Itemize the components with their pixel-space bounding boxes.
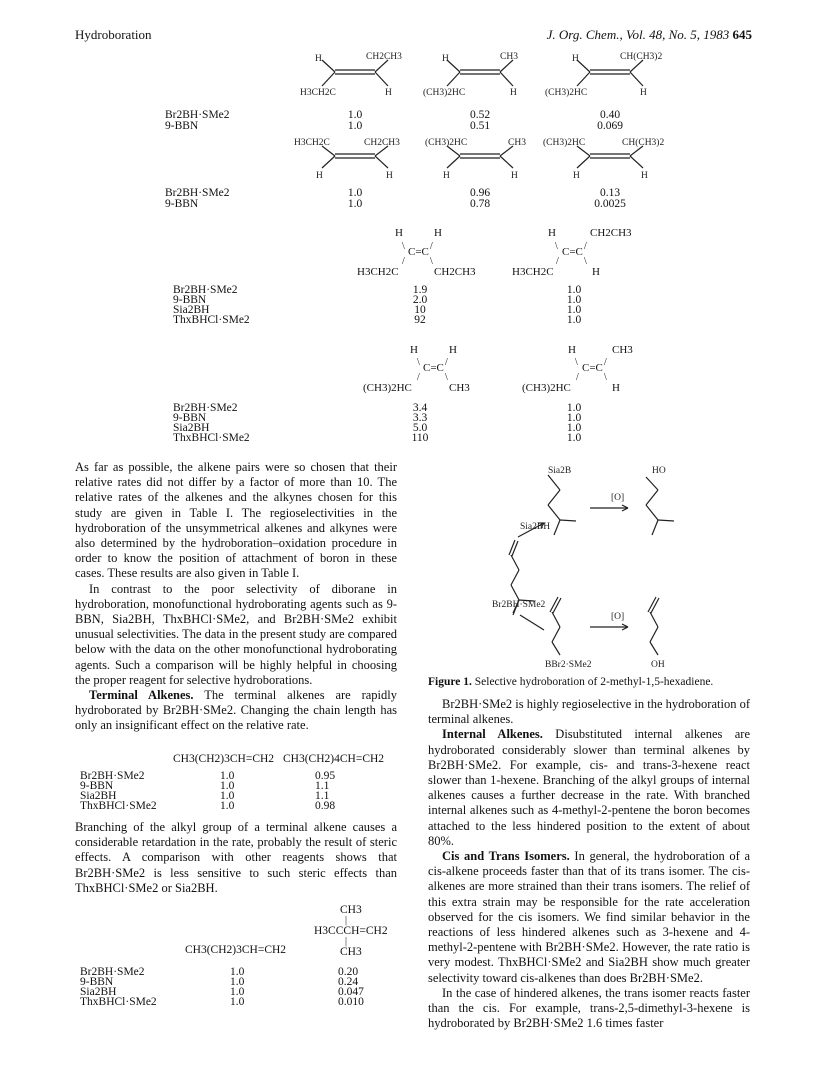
reagent-label: 9-BBN xyxy=(173,294,207,306)
reagent-label: 9-BBN xyxy=(165,198,199,210)
sub-h: H xyxy=(511,171,518,181)
paragraph xyxy=(428,727,750,849)
table-cell: 0.98 xyxy=(315,800,336,812)
branch-methyl: CH3 xyxy=(340,904,362,916)
rate-value: 1.0 xyxy=(347,198,363,210)
sub-h: H xyxy=(442,54,449,64)
rate-value: 5.0 xyxy=(412,422,428,434)
label-oxidation: [O] xyxy=(611,612,625,622)
rate-value: 0.52 xyxy=(469,109,491,121)
sub-methyl: CH3 xyxy=(500,52,518,62)
reagent-label: Br2BH·SMe2 xyxy=(165,109,230,121)
table-header: CH3(CH2)4CH=CH2 xyxy=(283,753,385,765)
label-bbr2-sme2: BBr2·SMe2 xyxy=(545,660,592,670)
table-cell: Sia2BH xyxy=(80,986,117,998)
table-cell: ThxBHCl·SMe2 xyxy=(80,800,157,812)
rate-value: 1.0 xyxy=(347,109,363,121)
paragraph xyxy=(75,688,397,734)
reagent-label: 9-BBN xyxy=(165,120,199,132)
sub-ethyl: CH2CH3 xyxy=(366,52,402,62)
rate-value: 1.0 xyxy=(566,422,582,434)
reagent-label: Br2BH·SMe2 xyxy=(173,402,238,414)
rate-value: 110 xyxy=(411,432,429,444)
sub-isopropyl: (CH3)2HC xyxy=(423,88,466,98)
sub-h: H xyxy=(443,171,450,181)
table-header: CH3(CH2)3CH=CH2 xyxy=(185,944,287,956)
label-oh: OH xyxy=(651,660,665,670)
table-cell: 9-BBN xyxy=(80,976,114,988)
left-column-text-2 xyxy=(75,820,397,896)
rate-value: 1.0 xyxy=(566,432,582,444)
rate-value: 0.13 xyxy=(599,187,621,199)
bond-slash: / xyxy=(604,357,607,368)
bond-slash: / xyxy=(445,357,448,368)
reagent-label: Sia2BH xyxy=(173,304,210,316)
table-cell: Br2BH·SMe2 xyxy=(80,770,145,782)
label-sia2b: Sia2B xyxy=(548,466,572,476)
bond-slash: \ xyxy=(430,256,433,267)
sub-ethyl: H3CH2C xyxy=(512,266,554,278)
sub-h: H xyxy=(385,88,392,98)
paragraph: In contrast to the poor selectivity of diborane in hydroboration, monofunctional hydroborating agents such as 9-BBN, Sia2BH, ThxBHCl·SMe2, and Br2BH·SMe2 exhibit unusual selectivities. The data in the present study are compared below with the data on the other monofunctional hydroborating agents. Such a comparison will be highly helpful in choosing the proper reagent for selective hydroborations. xyxy=(75,581,397,687)
sub-ethyl: CH2CH3 xyxy=(590,227,632,239)
sub-methyl: CH3 xyxy=(508,138,526,148)
rate-value: 0.0025 xyxy=(594,198,626,210)
bond-slash: / xyxy=(584,241,587,252)
sub-methyl: CH3 xyxy=(612,344,633,356)
citation-text: J. Org. Chem., Vol. 48, No. 5, 1983 xyxy=(546,27,730,42)
table-header: H3CCCH=CH2 xyxy=(314,925,388,937)
reagent-label: Br2BH·SMe2 xyxy=(173,284,238,296)
table-cell: 1.0 xyxy=(220,780,235,792)
bond-slash: / xyxy=(430,241,433,252)
bond-slash: \ xyxy=(604,372,607,383)
rate-value: 0.40 xyxy=(599,109,621,121)
rate-value: 10 xyxy=(414,304,426,316)
running-head: Hydroboration xyxy=(75,27,152,42)
page-number: 645 xyxy=(732,27,752,42)
sub-h: H xyxy=(510,88,517,98)
table-cell: Br2BH·SMe2 xyxy=(80,966,145,978)
reagent-label: Sia2BH xyxy=(173,422,210,434)
sub-h: H xyxy=(395,227,403,239)
label-ho: HO xyxy=(652,466,666,476)
table-cell: 0.010 xyxy=(338,996,364,1008)
sub-isopropyl: CH(CH3)2 xyxy=(620,52,663,62)
sub-ethyl: H3CH2C xyxy=(300,88,336,98)
paragraph: As far as possible, the alkene pairs were so chosen that their relative rates did not differ by a factor of more than 10. The relative rates of the alkenes and the alkynes chosen for this study are given in Table I. The regioselectivities in the hydroboration of the unsymmetrical alkenes and alkynes were also determined by the hydroboration–oxidation procedure in order to know the position of attachment of boron in these cases. These results are also given in Table I. xyxy=(75,460,397,581)
sub-ethyl: CH2CH3 xyxy=(364,138,400,148)
sub-h: H xyxy=(548,227,556,239)
section-heading: Cis and Trans Isomers. xyxy=(442,849,570,864)
rate-value: 1.0 xyxy=(566,314,582,326)
label-oxidation: [O] xyxy=(611,493,625,503)
paragraph-text: Disubstituted internal alkenes are hydroborated considerably slower than terminal alkenes by Br2BH·SMe2. For example, cis- and trans-3-hexene react slower than 1-hexene. Branching of the alkyl groups of internal alkenes causes a further decrease in the rate. With branched internal alkenes such as 4-methyl-2-pentene the boron becomes attached to the less hindered position to the extent of about 80%. xyxy=(428,727,750,848)
paragraph: Br2BH·SMe2 is highly regioselective in the hydroboration of terminal alkenes. xyxy=(428,697,750,727)
double-bond: C=C xyxy=(562,246,583,258)
rate-value: 0.069 xyxy=(597,120,623,132)
label-sia2bh: Sia2BH xyxy=(520,522,551,532)
double-bond: C=C xyxy=(582,362,603,374)
sub-h: H xyxy=(640,88,647,98)
sub-h: H xyxy=(592,266,600,278)
sub-h: H xyxy=(573,171,580,181)
figure-caption xyxy=(428,676,713,688)
sub-isopropyl: (CH3)2HC xyxy=(543,138,586,148)
table-cell: 1.1 xyxy=(315,790,330,802)
sub-h: H xyxy=(449,344,457,356)
table-cell: 1.0 xyxy=(220,800,235,812)
sub-h: H xyxy=(315,54,322,64)
paragraph: Branching of the alkyl group of a terminal alkene causes a considerable retardation in the rate, probably the result of steric effects. A comparison with other reagents shows that Br2BH·SMe2 is less sensitive to such steric effects than ThxBHCl·SMe2 or Sia2BH. xyxy=(75,820,397,895)
table-cell: 0.047 xyxy=(338,986,364,998)
reagent-label: Br2BH·SMe2 xyxy=(165,187,230,199)
table-cell: 0.95 xyxy=(315,770,336,782)
sub-h: H xyxy=(316,171,323,181)
paragraph-text: The terminal alkenes are rapidly hydroborated by Br2BH·SMe2. Changing the chain length has only an insignificant effect on the relative rate. xyxy=(75,688,398,733)
sub-isopropyl: (CH3)2HC xyxy=(522,382,571,394)
right-column-text xyxy=(428,697,750,1031)
sub-isopropyl: CH(CH3)2 xyxy=(622,138,665,148)
rate-value: 0.51 xyxy=(469,120,491,132)
sub-h: H xyxy=(572,54,579,64)
sub-h: H xyxy=(568,344,576,356)
rate-value: 1.0 xyxy=(347,120,363,132)
rate-value: 3.3 xyxy=(412,412,428,424)
table-cell: 1.0 xyxy=(230,986,245,998)
table-cell: 1.0 xyxy=(220,790,235,802)
caption-text: Selective hydroboration of 2-methyl-1,5-hexadiene. xyxy=(474,676,714,688)
table-cell: 0.20 xyxy=(338,966,359,978)
rate-value: 1.0 xyxy=(566,402,582,414)
sub-ethyl: H3CH2C xyxy=(357,266,399,278)
table-cell: 1.1 xyxy=(315,780,330,792)
double-bond: C=C xyxy=(423,362,444,374)
sub-h: H xyxy=(434,227,442,239)
paragraph-text: In general, the hydroboration of a cis-alkene proceeds faster than that of its trans isomer. The cis-alkenes are more strained than their trans isomers. The relief of this extra strain may be responsible for the rate acceleration observed for the cis isomers. We find similar behavior in the reactions of less hindered alkenes such as 3-hexene and 4-methyl-2-pentene with Br2BH·SMe2. However, the rate ratio is very modest. ThxBHCl·SMe2 and Sia2BH show much greater selectivity toward cis-alkenes than does Br2BH·SMe2. xyxy=(428,849,751,985)
rate-value: 2.0 xyxy=(412,294,428,306)
sub-isopropyl: (CH3)2HC xyxy=(363,382,412,394)
rate-value: 1.9 xyxy=(412,284,428,296)
rate-value: 0.78 xyxy=(469,198,491,210)
table-cell: 1.0 xyxy=(230,976,245,988)
sub-isopropyl: (CH3)2HC xyxy=(425,138,468,148)
sub-ethyl: CH2CH3 xyxy=(434,266,476,278)
table-header: CH3(CH2)3CH=CH2 xyxy=(173,753,275,765)
bond-bar: | xyxy=(345,936,348,947)
bond-slash: \ xyxy=(417,357,420,368)
alkene-bond-drawings xyxy=(0,0,820,270)
sub-methyl: CH3 xyxy=(449,382,470,394)
bond-slash: \ xyxy=(402,241,405,252)
sub-h: H xyxy=(612,382,620,394)
double-bond: C=C xyxy=(408,246,429,258)
table-cell: 1.0 xyxy=(230,996,245,1008)
rate-value: 1.0 xyxy=(566,304,582,316)
paragraph: In the case of hindered alkenes, the trans isomer reacts faster than the cis. For example, trans-2,5-dimethyl-3-hexene is hydroborated by Br2BH·SMe2 1.6 times faster xyxy=(428,985,750,1031)
bond-slash: / xyxy=(402,256,405,267)
table-cell: 1.0 xyxy=(230,966,245,978)
rate-value: 1.0 xyxy=(566,284,582,296)
label-br2bh-sme2: Br2BH·SMe2 xyxy=(492,600,546,610)
bond-bar: | xyxy=(345,915,348,926)
caption-label: Figure 1. xyxy=(428,676,472,688)
reagent-label: ThxBHCl·SMe2 xyxy=(173,314,250,326)
sub-h: H xyxy=(386,171,393,181)
rate-value: 1.0 xyxy=(566,412,582,424)
reagent-label: ThxBHCl·SMe2 xyxy=(173,432,250,444)
bond-slash: \ xyxy=(584,256,587,267)
bond-slash: \ xyxy=(555,241,558,252)
rate-value: 1.0 xyxy=(347,187,363,199)
rate-value: 0.96 xyxy=(469,187,491,199)
branch-methyl: CH3 xyxy=(340,946,362,958)
table-cell: Sia2BH xyxy=(80,790,117,802)
table-cell: 1.0 xyxy=(220,770,235,782)
table-cell: 9-BBN xyxy=(80,780,114,792)
section-heading: Internal Alkenes. xyxy=(442,727,543,742)
bond-slash: / xyxy=(417,372,420,383)
sub-h: H xyxy=(410,344,418,356)
bond-slash: / xyxy=(576,372,579,383)
rate-value: 1.0 xyxy=(566,294,582,306)
reaction-scheme xyxy=(420,455,750,675)
sub-ethyl: H3CH2C xyxy=(294,138,330,148)
bond-slash: / xyxy=(556,256,559,267)
bond-slash: \ xyxy=(575,357,578,368)
table-cell: 0.24 xyxy=(338,976,359,988)
section-heading: Terminal Alkenes. xyxy=(89,688,194,703)
bond-slash: \ xyxy=(445,372,448,383)
left-column-text xyxy=(75,460,397,734)
table-cell: ThxBHCl·SMe2 xyxy=(80,996,157,1008)
rate-value: 3.4 xyxy=(412,402,428,414)
sub-isopropyl: (CH3)2HC xyxy=(545,88,588,98)
rate-value: 92 xyxy=(414,314,426,326)
sub-h: H xyxy=(641,171,648,181)
reagent-label: 9-BBN xyxy=(173,412,207,424)
paragraph xyxy=(428,849,750,986)
